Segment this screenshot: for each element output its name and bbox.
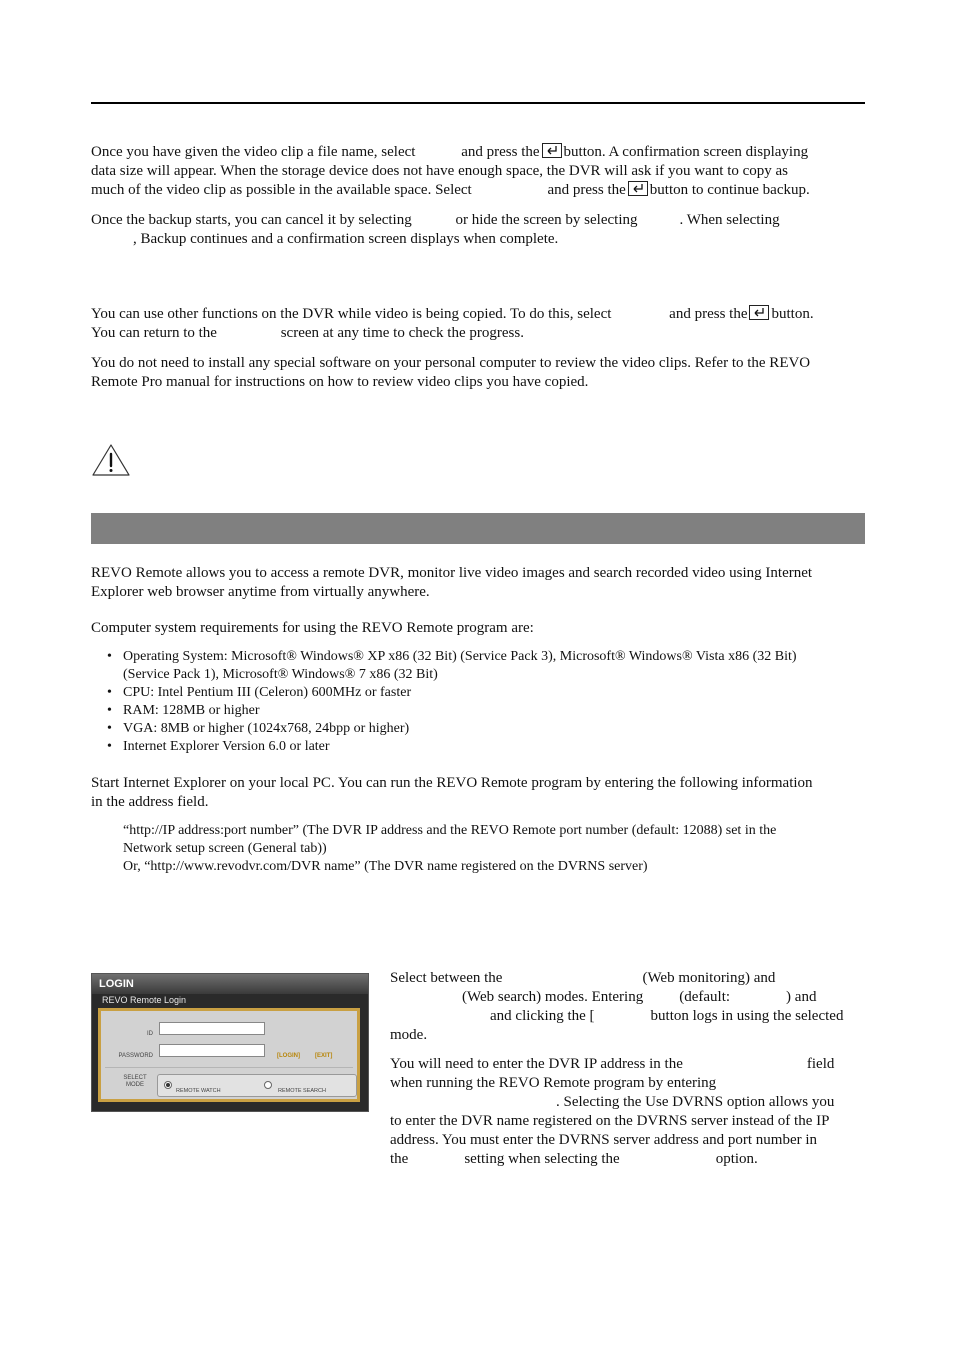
login-subtitle: REVO Remote Login [102,995,187,1005]
text-line [390,1150,865,1169]
text-line [390,969,865,988]
remote-search-radio[interactable] [264,1081,272,1089]
text-run: Once you have given the video clip a file name, select [91,144,416,160]
text-line: REVO Remote allows you to access a remote DVR, monitor live video images and search recorded video using Internet [91,565,813,581]
text-line: Or, “http://www.revodvr.com/DVR name” (The DVR name registered on the DVRNS server) [123,859,648,874]
list-item: • VGA: 8MB or higher (1024x768, 24bpp or higher) [105,720,865,738]
text-line [390,1093,865,1112]
text-run: Once the backup starts, you can cancel it by selecting [91,212,412,228]
text-line: Computer system requirements for using the REVO Remote program are: [91,620,534,636]
paragraph-backup-cancel [91,211,865,249]
paragraph-other-functions [91,305,865,343]
id-input[interactable] [159,1022,265,1035]
text-run: . Selecting the Use DVRNS option allows you [556,1094,835,1110]
text-run: button to continue backup. [649,182,810,198]
text-run: or hide the screen by selecting [455,212,638,228]
enter-key-icon [628,181,648,196]
text-run: (default: [679,989,731,1005]
text-line: data size will appear. When the storage device does not have enough space, the DVR will ask if you want to copy as [91,163,789,179]
paragraph-login-modes [390,969,865,1045]
list-item: • RAM: 128MB or higher [105,702,865,720]
list-item: • Internet Explorer Version 6.0 or later [105,738,865,756]
text-run: and press the [547,182,626,198]
paragraph-backup-confirm [91,143,865,200]
text-run: the [390,1151,409,1167]
login-header: LOGIN [92,974,368,994]
remote-watch-radio[interactable] [164,1081,172,1089]
header-rule [91,102,865,104]
text-run: You can use other functions on the DVR while video is being copied. To do this, select [91,306,612,322]
text-line: “http://IP address:port number” (The DVR IP address and the REVO Remote port number (default: 12088) set in the [123,823,777,838]
login-screenshot [91,973,369,1112]
address-examples [123,822,865,876]
enter-key-icon [542,143,562,158]
caution-triangle-icon [91,443,131,483]
text-run: field [806,1056,835,1072]
text-run: MODE [126,1082,144,1088]
text-run: and press the [669,306,748,322]
paragraph-dvr-ip [390,1055,865,1169]
text-line: Remote Pro manual for instructions on how to review video clips you have copied. [91,374,589,390]
text-line: mode. [390,1027,428,1043]
remote-search-label: REMOTE SEARCH [278,1088,326,1094]
text-run: Operating System: Microsoft® Windows® XP x86 (32 Bit) (Service Pack 3), Microsoft® Windows® Vista x86 (32 Bit) [123,649,797,664]
text-run: setting when selecting the [464,1151,620,1167]
text-line: address. You must enter the DVRNS server address and port number in [390,1132,818,1148]
text-line [390,1007,865,1026]
text-run: option. [715,1151,758,1167]
text-run: much of the video clip as possible in the available space. Select [91,182,472,198]
select-mode-label [121,1075,149,1089]
text-run: button. A confirmation screen displaying [563,144,809,160]
remote-watch-label: REMOTE WATCH [176,1088,221,1094]
text-line: when running the REVO Remote program by entering [390,1075,717,1091]
text-line: Explorer web browser anytime from virtually anywhere. [91,584,430,600]
login-panel [98,1008,360,1102]
text-line [91,230,865,249]
list-item [105,648,865,684]
text-run: (Web search) modes. Entering [462,989,644,1005]
text-run: Select between the [390,970,503,986]
text-run: SELECT [123,1075,147,1081]
text-run: . When selecting [679,212,780,228]
text-line: Network setup screen (General tab)) [123,841,327,856]
text-line [91,324,865,343]
text-line [91,181,865,200]
password-label: PASSWORD [118,1053,153,1059]
password-input[interactable] [159,1044,265,1057]
text-run: ) and [786,989,817,1005]
text-line: Start Internet Explorer on your local PC. You can run the REVO Remote program by entering the following information [91,775,813,791]
text-run: You can return to the [91,325,217,341]
text-run: (Service Pack 1), Microsoft® Windows® 7 x86 (32 Bit) [123,667,438,682]
text-line: to enter the DVR name registered on the DVRNS server instead of the IP [390,1113,830,1129]
text-line: in the address field. [91,794,209,810]
exit-button[interactable]: [EXIT] [315,1053,333,1059]
text-run: button logs in using the selected [650,1008,844,1024]
requirements-list [105,648,865,756]
id-label: ID [147,1031,153,1037]
paragraph-start-ie [91,774,865,812]
text-line [390,1055,865,1074]
text-run: (Web monitoring) and [642,970,776,986]
paragraph-requirements-intro [91,619,865,638]
text-line [91,143,865,162]
mode-selector [157,1074,357,1097]
text-run: and clicking the [ [490,1008,595,1024]
enter-key-icon [749,305,769,320]
login-button[interactable]: [LOGIN] [277,1053,300,1059]
text-run: button. [771,306,814,322]
paragraph-no-software [91,354,865,392]
text-line [91,305,865,324]
section-header-bar [91,513,865,544]
text-run: You will need to enter the DVR IP address in the [390,1056,683,1072]
text-line [91,211,865,230]
text-line [390,988,865,1007]
divider [105,1067,353,1068]
text-run: screen at any time to check the progress. [280,325,524,341]
text-line: You do not need to install any special software on your personal computer to review the video clips. Refer to the REVO [91,355,811,371]
list-item: • CPU: Intel Pentium III (Celeron) 600MHz or faster [105,684,865,702]
text-run: , Backup continues and a confirmation screen displays when complete. [133,231,559,247]
text-run: and press the [461,144,540,160]
paragraph-revo-remote [91,564,865,602]
